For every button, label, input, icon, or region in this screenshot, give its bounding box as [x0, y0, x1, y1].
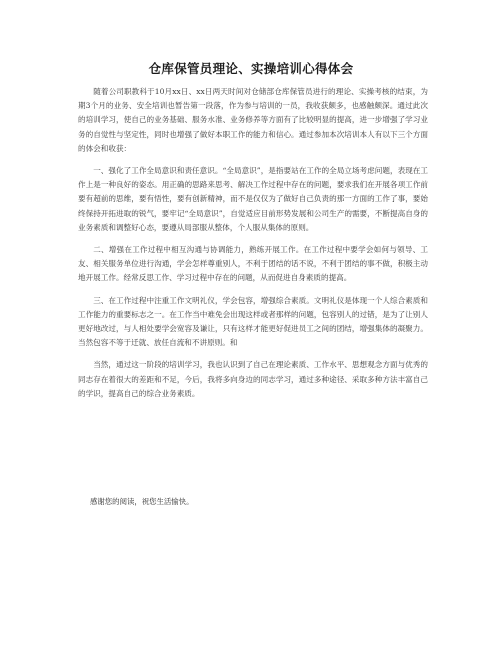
paragraph-intro: 随着公司职教科于10月xx日、xx日两天时间对仓储部仓库保管员进行的理论、实操考核的结束，为期3个月的业务、安全培训也暂告第一段落，作为参与培训的一员，我收获颇多，也感触颇深。通过此次的培训学习，使自己的业务基础、服务水准、业务修养等方面有了比较明显的提高，进一步增强了学习业务的自觉性与坚定性，同时也增强了做好本职工作的能力和信心。通过参加本次培训本人有以下三个方面的体会和收获：	[78, 87, 428, 153]
closing-line: 感谢您的阅读，祝您生活愉快。	[90, 497, 194, 506]
paragraph-conclusion: 当然，通过这一阶段的培训学习，我也认识到了自己在理论素质、工作水平、思想观念方面与优秀的同志存在着很大的差距和不足，今后，我将多向身边的同志学习，通过多种途径、采取多种方法丰富自己的学识，提高自己的综合业务素质。	[78, 360, 428, 398]
paragraph-point-one: 一、强化了工作全局意识和责任意识。“全局意识”，是指要站在工作的全局立场考虑问题，表现在工作上是一种良好的姿态。用正确的思路来思考、解决工作过程中存在的问题，要求我们在开展各项工作前要有超前的思维，要有悟性，要有创新精神，而不是仅仅为了做好自己负责的那一方面的工作了事，要始终保持开拓进取的锐气，要牢记“全局意识”，自觉适应目前形势发展和公司生产的需要，不断提高自身的业务素质和调整好心态，要遵从局部服从整体，个人服从集体的原则。	[78, 166, 428, 232]
document-title: 仓库保管员理论、实操培训心得体会	[148, 61, 354, 76]
paragraph-point-three: 三、在工作过程中注重工作文明礼仪，学会包容，增强综合素质。文明礼仪是体现一个人综合素质和工作能力的重要标志之一。在工作当中难免会出现这样或者那样的问题，包容别人的过错，是为了让别人更好地改过，与人相处要学会宽容及谦让，只有这样才能更好促进员工之间的团结，增强集体的凝聚力。当然包容不等于迁就、放任自流和不讲原则。和	[78, 295, 428, 348]
paragraph-point-two: 二、增强在工作过程中相互沟通与协调能力，熟练开展工作。在工作过程中要学会如何与领导、工友、相关服务单位进行沟通，学会怎样尊重别人，不利于团结的话不说，不利于团结的事不做，积极主动地开展工作。经常反思工作、学习过程中存在的问题，从而促进自身素质的提高。	[78, 245, 428, 283]
document-body	[78, 85, 428, 409]
